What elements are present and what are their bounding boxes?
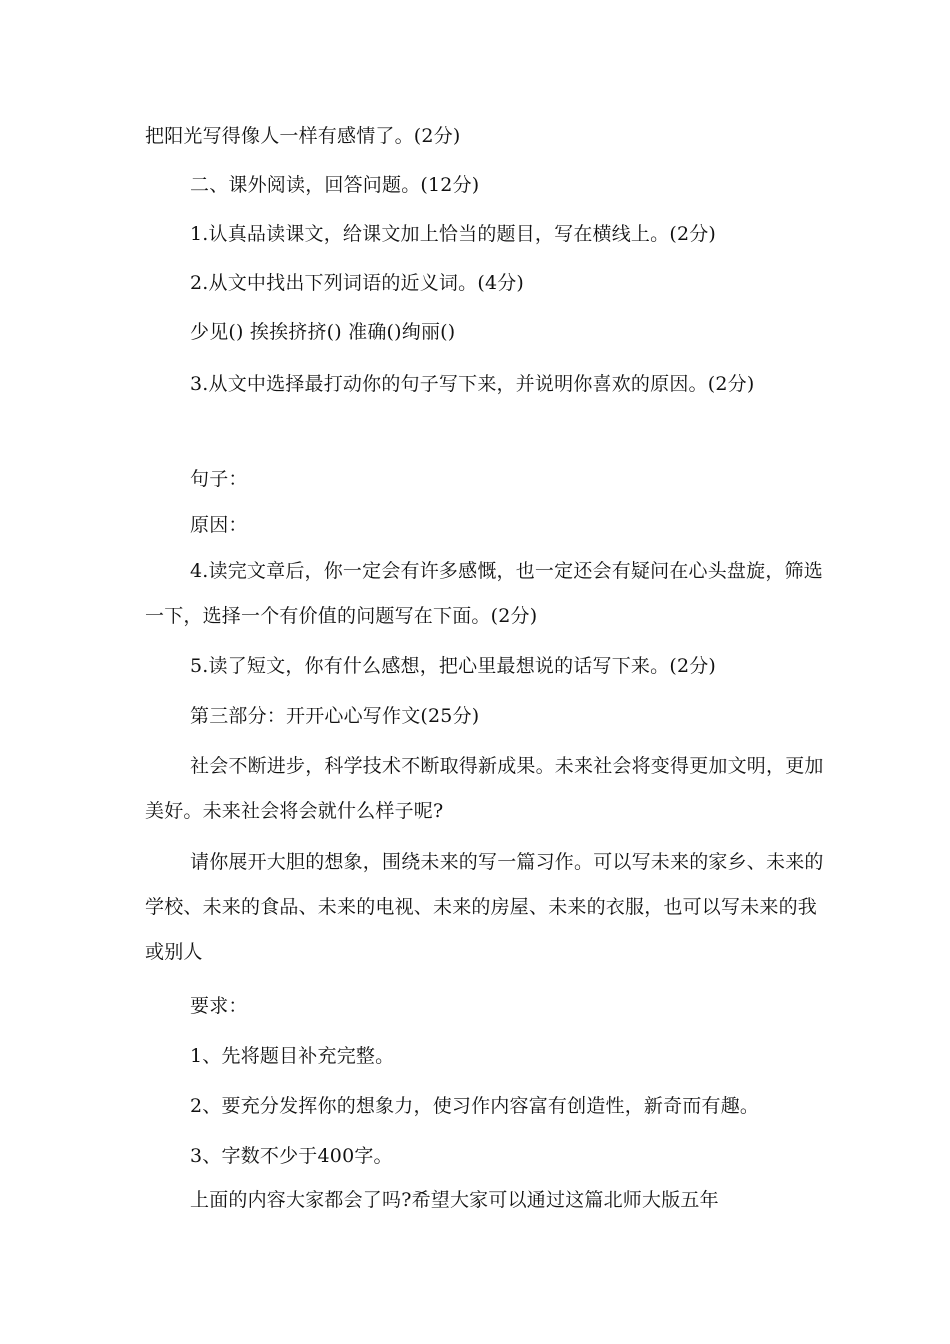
requirement-3: 3、字数不少于400字。: [190, 1145, 393, 1167]
requirement-2: 2、要充分发挥你的想象力，使习作内容富有创造性，新奇而有趣。: [190, 1095, 760, 1117]
writing-prompt-intro: 社会不断进步，科学技术不断取得新成果。未来社会将变得更加文明，更加美好。未来社会将会就什么样子呢?: [145, 755, 824, 822]
paragraph-1: 把阳光写得像人一样有感情了。(2分): [145, 125, 461, 147]
synonym-blanks: 少见() 挨挨挤挤() 准确()绚丽(): [190, 321, 456, 343]
question-3: 3.从文中选择最打动你的句子写下来，并说明你喜欢的原因。(2分): [190, 373, 755, 395]
question-2: 2.从文中找出下列词语的近义词。(4分): [190, 272, 525, 294]
requirements-label: 要求：: [190, 995, 248, 1017]
section-heading-extracurricular-reading: 二、课外阅读，回答问题。(12分): [190, 174, 480, 196]
writing-prompt-instructions: 请你展开大胆的想象，围绕未来的写一篇习作。可以写未来的家乡、未来的学校、未来的食品、未来的电视、未来的房屋、未来的衣服，也可以写未来的我或别人: [145, 851, 824, 963]
question-4: 4.读完文章后，你一定会有许多感慨，也一定还会有疑问在心头盘旋，筛选一下，选择一个有价值的问题写在下面。(2分): [145, 560, 823, 627]
sentence-label: 句子：: [190, 468, 248, 490]
requirement-1: 1、先将题目补充完整。: [190, 1045, 395, 1067]
closing-paragraph: 上面的内容大家都会了吗?希望大家可以通过这篇北师大版五年: [190, 1189, 719, 1211]
question-5: 5.读了短文，你有什么感想，把心里最想说的话写下来。(2分): [190, 655, 717, 677]
question-1: 1.认真品读课文，给课文加上恰当的题目，写在横线上。(2分): [190, 223, 717, 245]
section-heading-writing: 第三部分：开开心心写作文(25分): [190, 705, 480, 727]
reason-label: 原因：: [190, 514, 248, 536]
